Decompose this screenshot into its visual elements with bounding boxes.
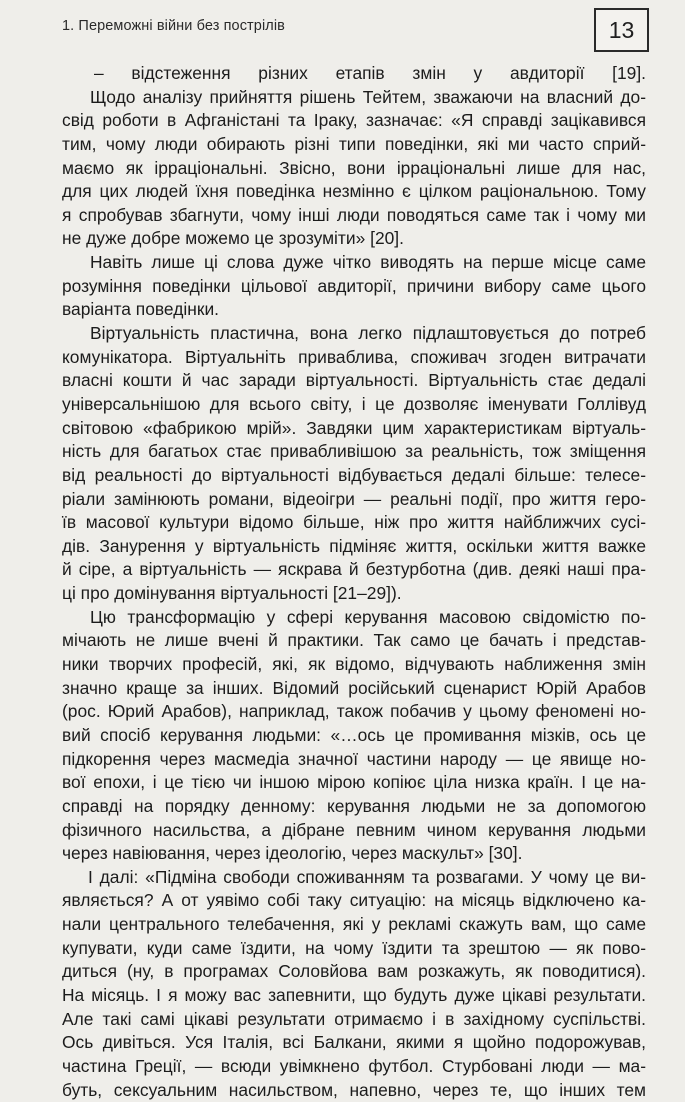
text-line: являється? А от уявімо собі таку ситуацію: на місяць відключено ка- xyxy=(62,890,646,911)
text-line: й сіре, а віртуальність — яскрава й безтурботна (див. деякі наші пра- xyxy=(62,559,646,580)
text-line: буть, сексуальним насильством, напевно, через те, що інших тем xyxy=(62,1079,646,1100)
text-line: вий спосіб керування людьми: «…ось це промивання мізків, ось це xyxy=(62,724,646,745)
text-line: Цю трансформацію у сфері керування масовою свідомістю по- xyxy=(90,606,646,627)
text-line: дів. Занурення у віртуальність підміняє життя, оскільки життя важке xyxy=(62,535,646,556)
text-line: тим, чому люди обирають різні типи поведінки, які ми часто сприй- xyxy=(62,133,646,154)
text-line: І далі: «Підміна свободи споживанням та розвагами. У чому це ви- xyxy=(88,866,646,887)
text-line: світовою «фабрикою мрій». Завдяки цим характеристикам віртуаль- xyxy=(62,417,646,438)
text-line: власні кошти й час заради віртуальності. Віртуальність стає дедалі xyxy=(62,370,646,391)
text-line: ріали замінюють романи, відеоігри — реальні події, про життя геро- xyxy=(62,488,646,509)
text-line: Щодо аналізу прийняття рішень Тейтем, зважаючи на власний до- xyxy=(90,86,646,107)
text-line: підкорення через масмедіа значної частини народу — це явище но- xyxy=(62,748,646,769)
running-title: 1. Переможні війни без пострілів xyxy=(62,18,285,34)
text-line: справді на порядку денному: керування людьми не за допомогою xyxy=(62,795,646,816)
text-line: я спробував збагнути, чому інші люди поводяться саме так і чому ми xyxy=(62,204,646,225)
text-line: Ось дивіться. Уся Італія, всі Балкани, якими я щойно подорожував, xyxy=(62,1032,646,1053)
text-line: варіанта поведінки. xyxy=(62,299,219,320)
text-line: частина Греції, — всюди увімкнено футбол. Стурбовані люди — ма- xyxy=(62,1055,646,1076)
text-line: вої епохи, і це тією чи іншою мірою копіює ціла низка країн. І це на- xyxy=(62,772,646,793)
text-line: комунікатора. Віртуальніть приваблива, споживач згоден витрачати xyxy=(62,346,646,367)
text-line: свід роботи в Афганістані та Іраку, зазначає: «Я справді зацікавився xyxy=(62,110,646,131)
text-line: (рос. Юрий Арабов), наприклад, також побачив у цьому феномені но- xyxy=(62,701,646,722)
text-line: їв масової культури відомо більше, ніж про життя найближчих сусі- xyxy=(62,512,646,533)
text-line: значно краще за інших. Відомий російський сценарист Юрій Арабов xyxy=(62,677,646,698)
text-line: розуміння поведінки цільової авдиторії, причини вибору саме цього xyxy=(62,275,646,296)
text-line: – відстеження різних етапів змін у авдиторії [19]. xyxy=(94,63,646,83)
page-number: 13 xyxy=(594,8,649,52)
text-line: не дуже добре можемо це зрозуміти» [20]. xyxy=(62,228,404,249)
text-line: ники творчих професій, які, як відомо, відчувають наближення змін xyxy=(62,654,646,675)
text-line: Але такі самі цікаві результати отримаємо і в західному суспільстві. xyxy=(62,1008,646,1029)
text-line: через навіювання, через ідеологію, через маскульт» [30]. xyxy=(62,843,523,864)
text-line: універсальнішою для всього світу, і це дозволяє іменувати Голлівуд xyxy=(62,393,646,414)
text-line: купувати, куди саме їздити, на чому їздити та зрештою — як пово- xyxy=(62,937,646,958)
text-line: ці про домінування віртуальності [21–29]). xyxy=(62,583,402,604)
text-line: диться (ну, в програмах Соловйова вам розкажуть, як поводитися). xyxy=(62,961,646,982)
text-line: нали центрального телебачення, які у рекламі скажуть вам, що саме xyxy=(62,914,646,935)
text-line: мічають не лише вчені й практики. Так само це бачать і представ- xyxy=(62,630,646,651)
text-line: від реальності до віртуальності відбувається дедалі більше: телесе- xyxy=(62,464,646,485)
text-line: фізичного насильства, а дібране певним чином керування людьми xyxy=(62,819,646,840)
text-line: маємо як ірраціональні. Звісно, вони ірраціональні лише для нас, xyxy=(62,157,646,178)
text-line: На місяць. І я можу вас запевнити, що будуть дуже цікаві результати. xyxy=(62,984,646,1005)
text-line: для цих людей їхня поведінка незмінно є цілком раціональною. Тому xyxy=(62,181,646,202)
text-line: Віртуальність пластична, вона легко підлаштовується до потреб xyxy=(90,323,646,344)
text-line: Навіть лише ці слова дуже чітко виводять на перше місце саме xyxy=(90,252,646,273)
text-line: ність для багатьох стає привабливішою за реальність, тож зміщення xyxy=(62,441,646,462)
body-text xyxy=(62,62,646,1102)
